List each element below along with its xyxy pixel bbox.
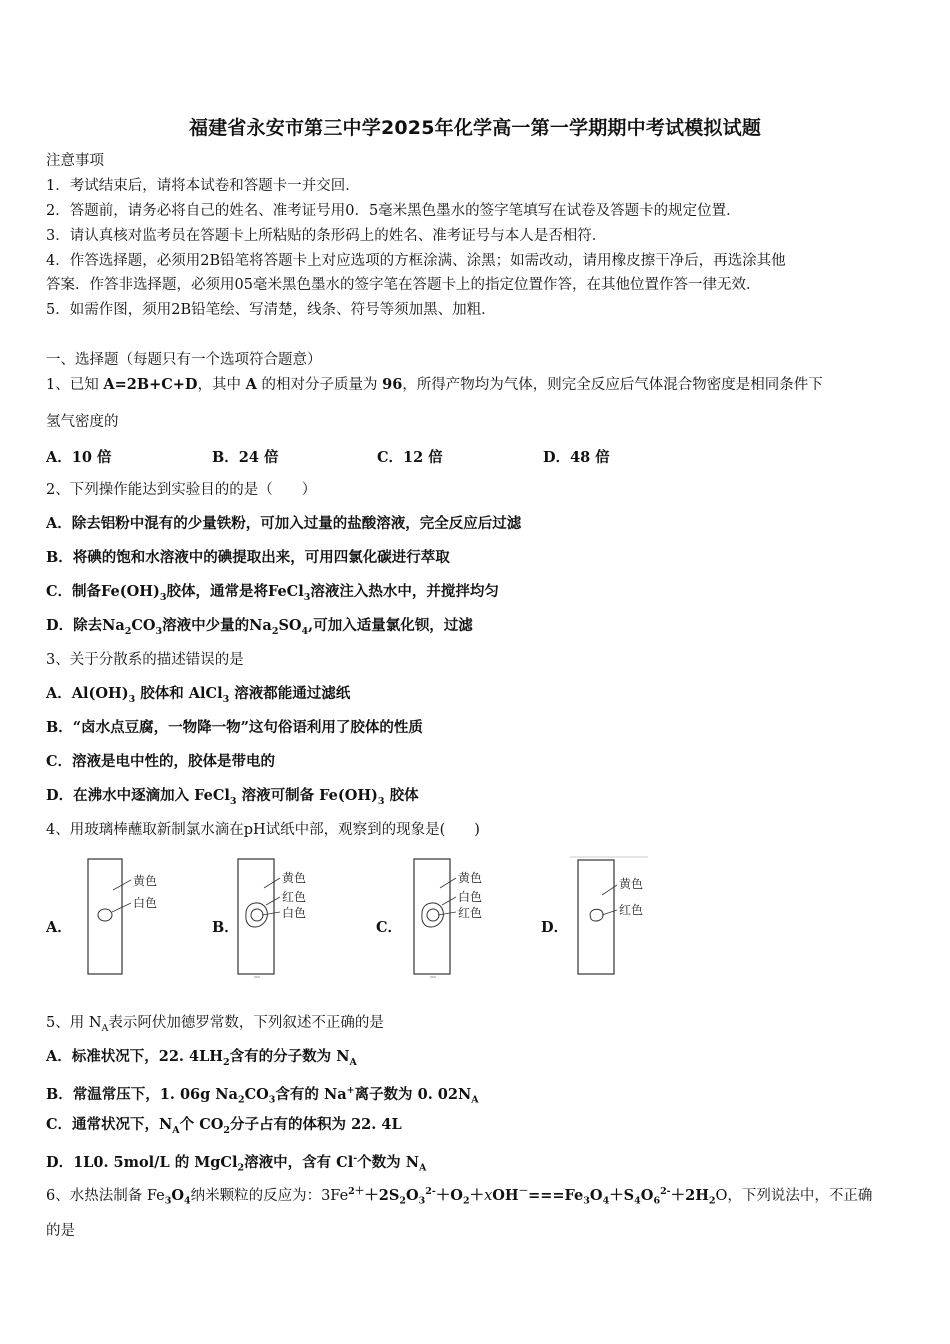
notice-item-5: 5．如需作图，须用2B铅笔绘、写清楚，线条、符号等须加黑、加粗． bbox=[46, 302, 496, 318]
leader-line bbox=[602, 910, 617, 915]
q1-option-b[interactable]: B．24 倍 bbox=[212, 449, 279, 466]
q2-option-c[interactable]: C．制备$Fe(OH)_3$胶体，通常是将FeCl$_3$溶液注入热水中，并搅拌均匀 bbox=[46, 583, 499, 603]
leader-line bbox=[266, 897, 280, 905]
label-white: 白色 bbox=[282, 906, 307, 920]
leader-line bbox=[438, 912, 456, 915]
label-yellow: 黄色 bbox=[133, 874, 158, 888]
label-red: 红色 bbox=[619, 903, 644, 917]
section-heading: 一、选择题（每题只有一个选项符合题意） bbox=[46, 352, 322, 368]
q2-option-b[interactable]: B．将碘的饱和水溶液中的碘提取出来，可用四氯化碳进行萃取 bbox=[46, 549, 450, 566]
q1-option-c[interactable]: C．12 倍 bbox=[377, 449, 443, 466]
q5-option-b[interactable]: B．常温常压下，1. 06g $Na_2CO_3$含有的 Na+离子数为 0. $02N_A$ bbox=[46, 1085, 479, 1106]
question-6-stem: 6、水热法制备 $Fe_3O_4$纳米颗粒的反应为：$3Fe^{2+}+2S_2O_3^{2-}+O_2+xOH^-===Fe_3O_4+S_4O_6^{2-}+2H_2O$，下列说法中，不正确 bbox=[46, 1186, 873, 1207]
page-title: 福建省永安市第三中学2025年化学高一第一学期期中考试模拟试题 bbox=[188, 117, 762, 139]
question-3-stem: 3、关于分散系的描述错误的是 bbox=[46, 652, 244, 668]
q2-option-a[interactable]: A．除去铝粉中混有的少量铁粉，可加入过量的盐酸溶液，完全反应后过滤 bbox=[46, 515, 522, 532]
inner-spot bbox=[427, 909, 439, 921]
ph-paper-figure-d bbox=[570, 855, 650, 979]
label-yellow: 黄色 bbox=[619, 877, 644, 891]
label-yellow: 黄色 bbox=[458, 871, 483, 885]
question-5-stem: 5、用 $N_A$表示阿伏加德罗常数，下列叙述不正确的是 bbox=[46, 1015, 384, 1034]
white-spot bbox=[98, 909, 112, 921]
q1-option-d[interactable]: D．48 倍 bbox=[543, 449, 610, 466]
q5-option-c[interactable]: C．通常状况下，$N_A$个 $CO_2$分子占有的体积为 22. 4L bbox=[46, 1116, 402, 1136]
notice-item-4-cont: 答案．作答非选择题，必须用05毫米黑色墨水的签字笔在答题卡上的指定位置作答，在其他位置作答一律无效． bbox=[46, 277, 761, 293]
q3-option-b[interactable]: B．“卤水点豆腐，一物降一物”这句俗语利用了胶体的性质 bbox=[46, 719, 423, 736]
ph-paper-figure-a bbox=[84, 855, 166, 977]
label-red: 红色 bbox=[282, 890, 307, 904]
paper-strip bbox=[578, 860, 614, 974]
q5-option-a[interactable]: A．标准状况下，22. $4LH_2$含有的分子数为 $N_A$ bbox=[46, 1048, 357, 1068]
notice-heading: 注意事项 bbox=[46, 153, 104, 169]
question-6-stem-cont: 的是 bbox=[46, 1223, 75, 1239]
notice-item-4: 4．作答选择题，必须用2B铅笔将答题卡上对应选项的方框涂满、涂黑；如需改动，请用橡皮擦干净后，再选涂其他 bbox=[46, 253, 786, 269]
label-white: 白色 bbox=[458, 890, 483, 904]
notice-item-3: 3．请认真核对监考员在答题卡上所粘贴的条形码上的姓名、准考证号与本人是否相符． bbox=[46, 228, 607, 244]
leader-line bbox=[442, 897, 456, 905]
label-white: 白色 bbox=[133, 896, 158, 910]
q3-option-d[interactable]: D．在沸水中逐滴加入 FeCl$_3$ 溶液可制备 $Fe(OH)_3$ 胶体 bbox=[46, 787, 419, 807]
question-4-stem: 4、用玻璃棒蘸取新制氯水滴在pH试纸中部，观察到的现象是( ) bbox=[46, 822, 480, 838]
q4-option-d-label[interactable]: D． bbox=[541, 919, 569, 936]
label-yellow: 黄色 bbox=[282, 871, 307, 885]
paper-strip bbox=[88, 859, 122, 974]
leader-line bbox=[602, 885, 617, 895]
notice-item-1: 1．考试结束后，请将本试卷和答题卡一并交回． bbox=[46, 178, 360, 194]
paper-strip bbox=[414, 859, 450, 974]
q4-option-b-label[interactable]: B． bbox=[212, 919, 239, 936]
question-1-stem-cont: 氢气密度的 bbox=[46, 414, 119, 430]
label-red: 红色 bbox=[458, 906, 483, 920]
q4-option-a-label[interactable]: A． bbox=[46, 919, 72, 936]
q3-option-a[interactable]: A．$Al(OH)_3$ 胶体和 AlCl$_3$ 溶液都能通过滤纸 bbox=[46, 685, 351, 705]
q5-option-d[interactable]: D．1L0. 5mol/L 的 MgCl$_2$溶液中，含有 Cl-个数为 $N_A$ bbox=[46, 1153, 427, 1174]
question-2-stem: 2、下列操作能达到实验目的的是（ ） bbox=[46, 482, 317, 498]
q2-option-d[interactable]: D．除去$Na_2CO_3$溶液中少量的$Na_2SO_4$,可加入适量氯化钡，过滤 bbox=[46, 617, 473, 637]
leader-line bbox=[440, 878, 456, 888]
q4-option-c-label[interactable]: C． bbox=[376, 919, 403, 936]
white-spot bbox=[251, 909, 263, 921]
paper-strip bbox=[238, 859, 274, 974]
leader-line bbox=[264, 878, 280, 888]
ph-paper-figure-c bbox=[410, 855, 500, 979]
red-spot bbox=[590, 909, 603, 921]
q3-option-c[interactable]: C．溶液是电中性的，胶体是带电的 bbox=[46, 753, 276, 770]
leader-line bbox=[262, 912, 280, 915]
question-1-stem: 1、已知 A=2B+C+D，其中 A 的相对分子质量为 96，所得产物均为气体，则完全反应后气体混合物密度是相同条件下 bbox=[46, 376, 823, 393]
notice-item-2: 2．答题前，请务必将自己的姓名、准考证号用0．5毫米黑色墨水的签字笔填写在试卷及答题卡的规定位置． bbox=[46, 203, 741, 219]
ph-paper-figure-b bbox=[234, 855, 324, 979]
q1-option-a[interactable]: A．10 倍 bbox=[46, 449, 112, 466]
